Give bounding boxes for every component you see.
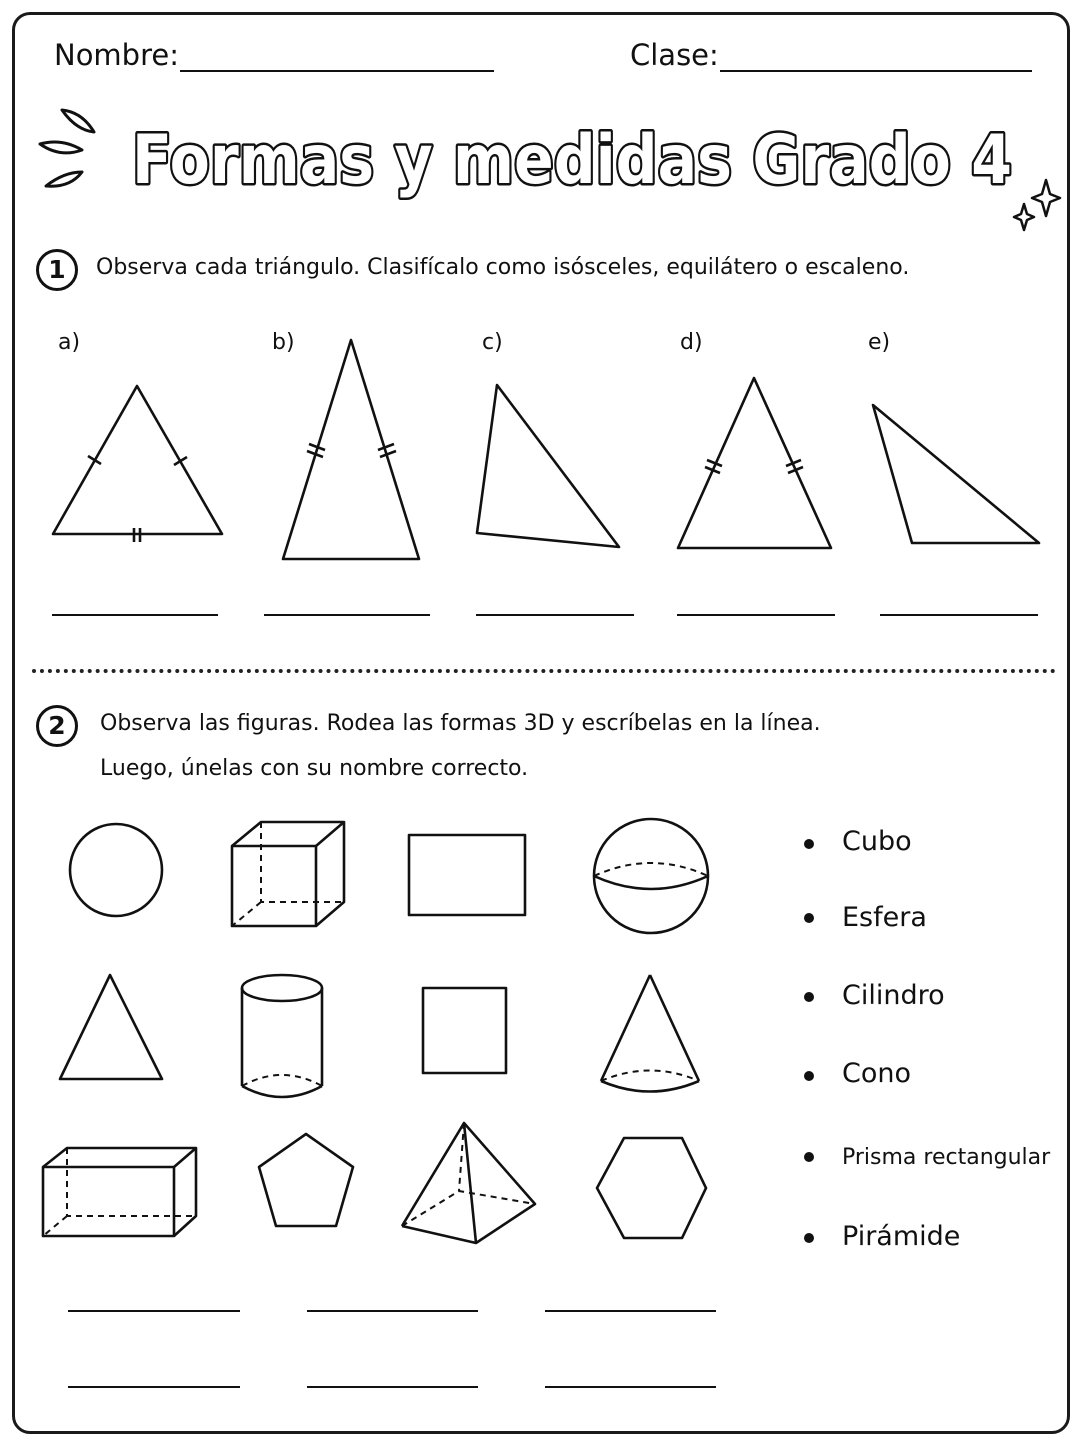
- pentagon-icon: [259, 1134, 353, 1226]
- section-1-instruction: Observa cada triángulo. Clasifícalo como isósceles, equilátero o escaleno.: [96, 255, 910, 280]
- bullet-dot[interactable]: [804, 1071, 814, 1081]
- option-cubo: Cubo: [842, 826, 912, 857]
- option-piramide: Pirámide: [842, 1221, 961, 1252]
- option-esfera: Esfera: [842, 902, 927, 933]
- bullet-dot[interactable]: [804, 913, 814, 923]
- write-line-5[interactable]: [307, 1386, 478, 1388]
- triangle-c-label: c): [482, 330, 503, 355]
- cylinder-icon: [242, 975, 322, 1097]
- title-accent-left-icon: [40, 110, 94, 186]
- option-cilindro: Cilindro: [842, 980, 945, 1011]
- cone-icon: [601, 975, 699, 1092]
- rectangle-icon: [409, 835, 525, 915]
- circle-icon: [70, 824, 162, 916]
- triangle-e-scalene: [873, 405, 1039, 543]
- triangle-a-label: a): [58, 330, 81, 355]
- triangle-c-scalene: [477, 385, 619, 547]
- write-line-6[interactable]: [545, 1386, 716, 1388]
- section-2-instruction-line1: Observa las figuras. Rodea las formas 3D y escríbelas en la línea.: [100, 711, 821, 736]
- write-line-3[interactable]: [545, 1310, 716, 1312]
- answer-line-c[interactable]: [476, 614, 634, 616]
- write-line-2[interactable]: [307, 1310, 478, 1312]
- option-prisma-rectangular: Prisma rectangular: [842, 1145, 1051, 1170]
- section-divider: [32, 669, 1056, 673]
- bullet-dot[interactable]: [804, 992, 814, 1002]
- page-title: Formas y medidas Grado 4: [132, 121, 1012, 200]
- section-2-instruction-line2: Luego, únelas con su nombre correcto.: [100, 756, 529, 781]
- answer-line-e[interactable]: [880, 614, 1038, 616]
- bullet-dot[interactable]: [804, 1233, 814, 1243]
- triangle-a-equilateral: [53, 386, 222, 542]
- hexagon-icon: [597, 1138, 706, 1238]
- name-label: Nombre:: [54, 38, 179, 72]
- triangle-d-label: d): [680, 330, 703, 355]
- triangle-e-label: e): [868, 330, 891, 355]
- section-1-number: 1: [36, 249, 78, 291]
- sparkle-icon: [1014, 180, 1060, 230]
- pyramid-icon: [402, 1123, 535, 1243]
- option-cono: Cono: [842, 1058, 912, 1089]
- bullet-dot[interactable]: [804, 839, 814, 849]
- triangle-b-label: b): [272, 330, 295, 355]
- write-line-1[interactable]: [68, 1310, 240, 1312]
- sphere-icon: [594, 819, 708, 933]
- answer-line-b[interactable]: [264, 614, 430, 616]
- answer-line-d[interactable]: [677, 614, 835, 616]
- class-label: Clase:: [630, 38, 719, 72]
- triangle-b-isosceles: [283, 340, 419, 559]
- cube-icon: [232, 822, 344, 926]
- square-icon: [423, 988, 506, 1073]
- section-2-number: 2: [36, 705, 78, 747]
- triangle-icon: [60, 975, 162, 1079]
- answer-line-a[interactable]: [52, 614, 218, 616]
- bullet-dot[interactable]: [804, 1152, 814, 1162]
- write-line-4[interactable]: [68, 1386, 240, 1388]
- triangle-d-isosceles: [678, 378, 831, 548]
- rectangular-prism-icon: [43, 1148, 196, 1236]
